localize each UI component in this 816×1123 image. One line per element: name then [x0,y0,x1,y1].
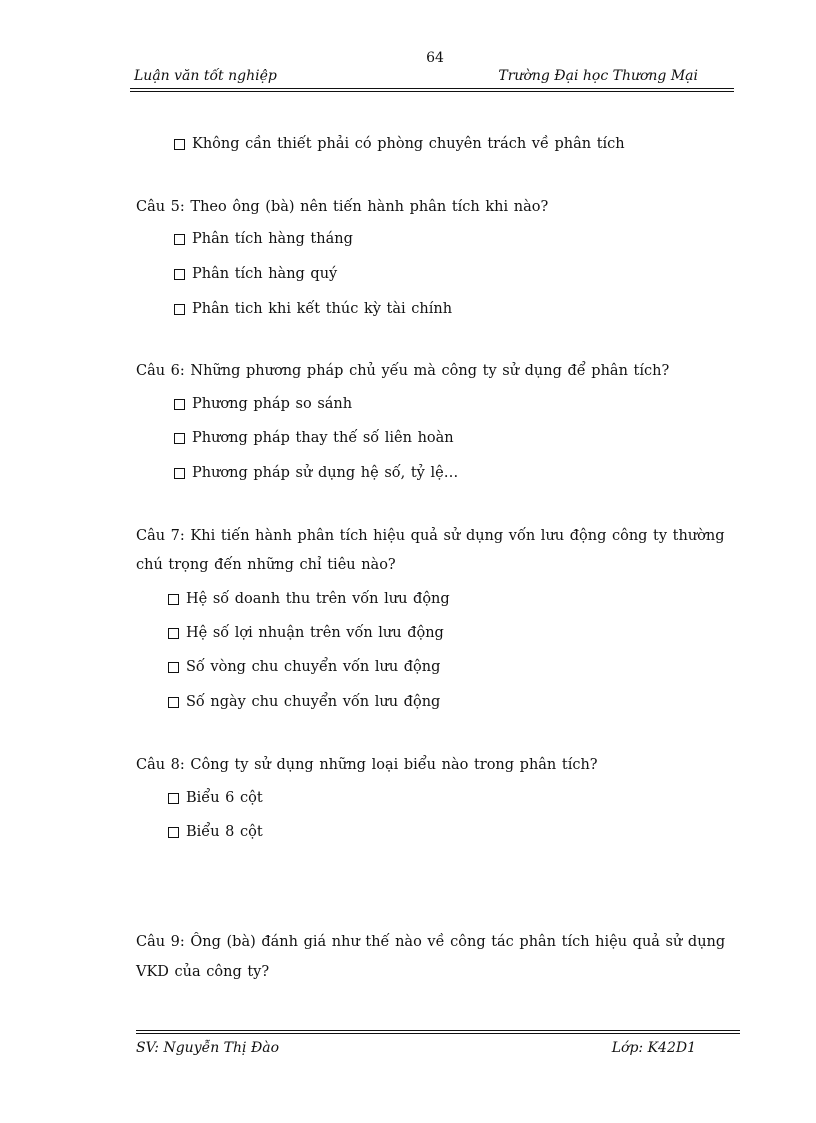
option-label: Hệ số doanh thu trên vốn lưu động [186,591,450,607]
header-rule [130,88,734,92]
q5-option-fiscal-end [174,301,452,317]
option-label: Phân tích hàng quý [192,266,338,282]
header-university-label: Trường Đại học Thương Mại [498,68,698,84]
checkbox-icon[interactable] [168,662,179,673]
option-label: Số vòng chu chuyển vốn lưu động [186,659,441,675]
q6-option-substitution [174,430,454,446]
checkbox-icon[interactable] [174,269,185,280]
option-label: Phương pháp thay thế số liên hoàn [192,430,454,446]
option-label: Biểu 8 cột [186,824,263,840]
question-9-line-2: VKD của công ty? [136,964,270,980]
header-thesis-label: Luận văn tốt nghiệp [134,68,277,84]
question-9-line-1: Câu 9: Ông (bà) đánh giá như thế nào về công tác phân tích hiệu quả sử dụng [136,934,726,950]
option-label: Phân tich khi kết thúc kỳ tài chính [192,301,453,317]
checkbox-icon[interactable] [168,793,179,804]
footer-class-label: Lớp: K42D1 [611,1040,696,1056]
checkbox-icon[interactable] [168,827,179,838]
q6-option-ratio [174,465,458,481]
checkbox-icon[interactable] [174,399,185,410]
checkbox-icon[interactable] [168,628,179,639]
page-header [130,66,734,88]
checkbox-icon[interactable] [174,139,185,150]
option-no-dedicated-department [174,136,625,152]
q6-option-comparison [174,396,352,412]
option-label: Phân tích hàng tháng [192,231,353,247]
checkbox-icon[interactable] [168,594,179,605]
q7-option-profit [168,625,444,641]
question-8: Câu 8: Công ty sử dụng những loại biểu nào trong phân tích? [136,757,598,773]
option-label: Không cần thiết phải có phòng chuyên trách về phân tích [192,136,625,152]
page-number: 64 [426,50,444,66]
q7-option-turnover-days [168,694,440,710]
option-label: Biểu 6 cột [186,790,263,806]
question-7-line-1: Câu 7: Khi tiến hành phân tích hiệu quả sử dụng vốn lưu động công ty thường [136,528,725,544]
checkbox-icon[interactable] [174,234,185,245]
footer-rule [136,1030,740,1034]
option-label: Hệ số lợi nhuận trên vốn lưu động [186,625,444,641]
question-6: Câu 6: Những phương pháp chủ yếu mà công ty sử dụng để phân tích? [136,363,670,379]
q7-option-turnover-rounds [168,659,440,675]
option-label: Phương pháp sử dụng hệ số, tỷ lệ… [192,465,459,481]
checkbox-icon[interactable] [174,433,185,444]
option-label: Số ngày chu chuyển vốn lưu động [186,694,441,710]
q8-option-8-columns [168,824,263,840]
question-5: Câu 5: Theo ông (bà) nên tiến hành phân tích khi nào? [136,199,549,215]
q8-option-6-columns [168,790,263,806]
checkbox-icon[interactable] [174,304,185,315]
question-7-line-2: chú trọng đến những chỉ tiêu nào? [136,557,396,573]
q7-option-revenue [168,591,450,607]
checkbox-icon[interactable] [168,697,179,708]
option-label: Phương pháp so sánh [192,396,353,412]
q5-option-quarterly [174,266,337,282]
q5-option-monthly [174,231,353,247]
footer-student-name: SV: Nguyễn Thị Đào [136,1040,280,1056]
checkbox-icon[interactable] [174,468,185,479]
